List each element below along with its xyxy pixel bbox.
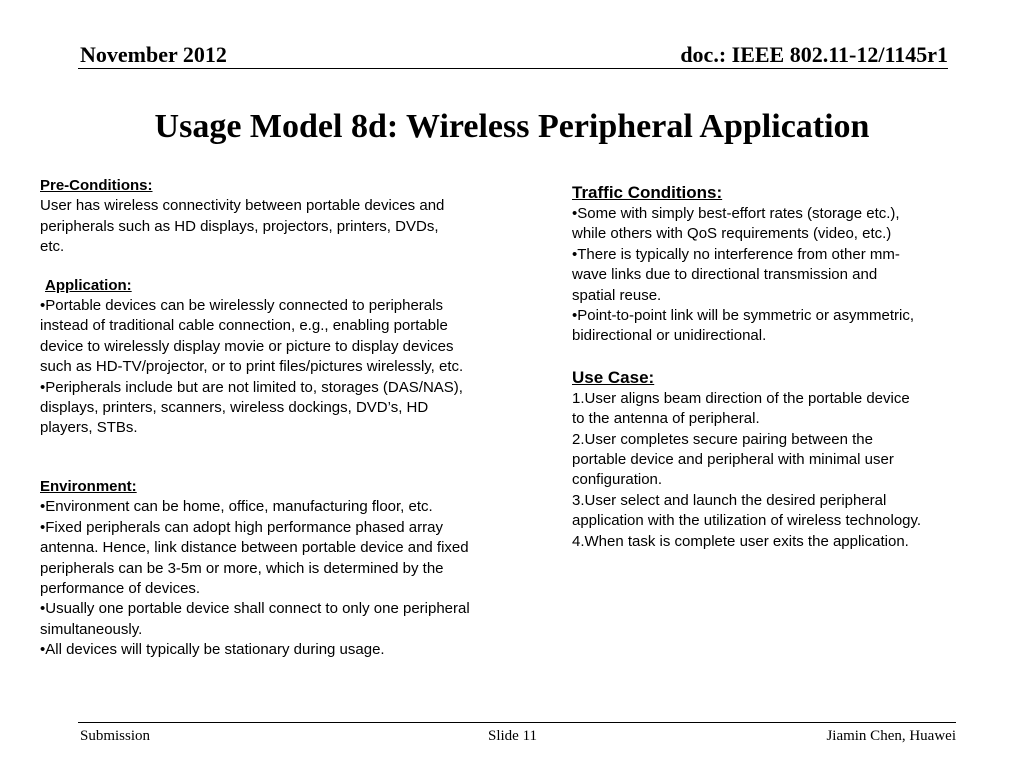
left-column bbox=[40, 176, 540, 661]
environment-section bbox=[40, 477, 540, 661]
traffic-line: while others with QoS requirements (video, etc.) bbox=[572, 225, 892, 243]
footer-author: Jiamin Chen, Huawei bbox=[826, 728, 956, 744]
use-case-line: application with the utilization of wireless technology. bbox=[572, 512, 922, 530]
preconditions-section bbox=[40, 176, 540, 258]
use-case-line: 2.User completes secure pairing between the bbox=[572, 430, 873, 448]
application-line: instead of traditional cable connection, e.g., enabling portable bbox=[40, 317, 448, 335]
application-line: •Portable devices can be wirelessly connected to peripherals bbox=[40, 297, 443, 315]
environment-line: simultaneously. bbox=[40, 620, 143, 638]
traffic-line: •There is typically no interference from other mm- bbox=[572, 245, 900, 263]
application-line: •Peripherals include but are not limited to, storages (DAS/NAS), bbox=[40, 378, 463, 396]
environment-line: peripherals can be 3-5m or more, which is determined by the bbox=[40, 559, 444, 577]
use-case-line: portable device and peripheral with minimal user bbox=[572, 451, 894, 469]
preconditions-line: etc. bbox=[40, 238, 65, 256]
traffic-section bbox=[572, 182, 982, 347]
use-case-line: 3.User select and launch the desired peripheral bbox=[572, 491, 887, 509]
environment-line: •Environment can be home, office, manufacturing floor, etc. bbox=[40, 498, 433, 516]
environment-line: •Usually one portable device shall connect to only one peripheral bbox=[40, 600, 470, 618]
application-line: players, STBs. bbox=[40, 419, 138, 437]
use-case-line: to the antenna of peripheral. bbox=[572, 410, 760, 428]
traffic-line: spatial reuse. bbox=[572, 286, 662, 304]
footer-divider bbox=[78, 722, 956, 723]
preconditions-line: peripherals such as HD displays, projectors, printers, DVDs, bbox=[40, 217, 439, 235]
footer-submission: Submission bbox=[80, 728, 151, 744]
use-case-section bbox=[572, 367, 982, 552]
environment-line: performance of devices. bbox=[40, 579, 201, 597]
application-heading: Application: bbox=[45, 276, 132, 294]
right-column bbox=[572, 182, 982, 552]
traffic-line: •Some with simply best-effort rates (storage etc.), bbox=[572, 205, 900, 222]
traffic-heading: Traffic Conditions: bbox=[572, 183, 723, 202]
preconditions-line: User has wireless connectivity between portable devices and bbox=[40, 197, 445, 215]
traffic-line: wave links due to directional transmission and bbox=[572, 266, 878, 284]
application-line: displays, printers, scanners, wireless dockings, DVD’s, HD bbox=[40, 399, 429, 417]
traffic-line: •Point-to-point link will be symmetric or asymmetric, bbox=[572, 307, 914, 325]
traffic-line: bidirectional or unidirectional. bbox=[572, 327, 767, 345]
header-divider bbox=[78, 68, 948, 69]
use-case-heading: Use Case: bbox=[572, 367, 655, 387]
use-case-line: 4.When task is complete user exits the application. bbox=[572, 532, 909, 550]
footer-slide-number: Slide 11 bbox=[488, 728, 538, 744]
environment-line: •All devices will typically be stationary during usage. bbox=[40, 641, 385, 659]
environment-line: antenna. Hence, link distance between portable device and fixed bbox=[40, 539, 469, 557]
use-case-line: configuration. bbox=[572, 471, 663, 489]
header-date: November 2012 bbox=[80, 42, 227, 67]
header-doc-id: doc.: IEEE 802.11-12/1145r1 bbox=[680, 42, 948, 67]
slide-title: Usage Model 8d: Wireless Peripheral Application bbox=[154, 108, 870, 145]
application-line: such as HD-TV/projector, or to print files/pictures wirelessly, etc. bbox=[40, 358, 464, 376]
application-section bbox=[40, 276, 540, 439]
environment-line: •Fixed peripherals can adopt high performance phased array bbox=[40, 518, 443, 536]
environment-heading: Environment: bbox=[40, 477, 137, 495]
use-case-line: 1.User aligns beam direction of the portable device bbox=[572, 389, 910, 407]
application-line: device to wirelessly display movie or picture to display devices bbox=[40, 337, 454, 355]
preconditions-heading: Pre-Conditions: bbox=[40, 177, 153, 194]
